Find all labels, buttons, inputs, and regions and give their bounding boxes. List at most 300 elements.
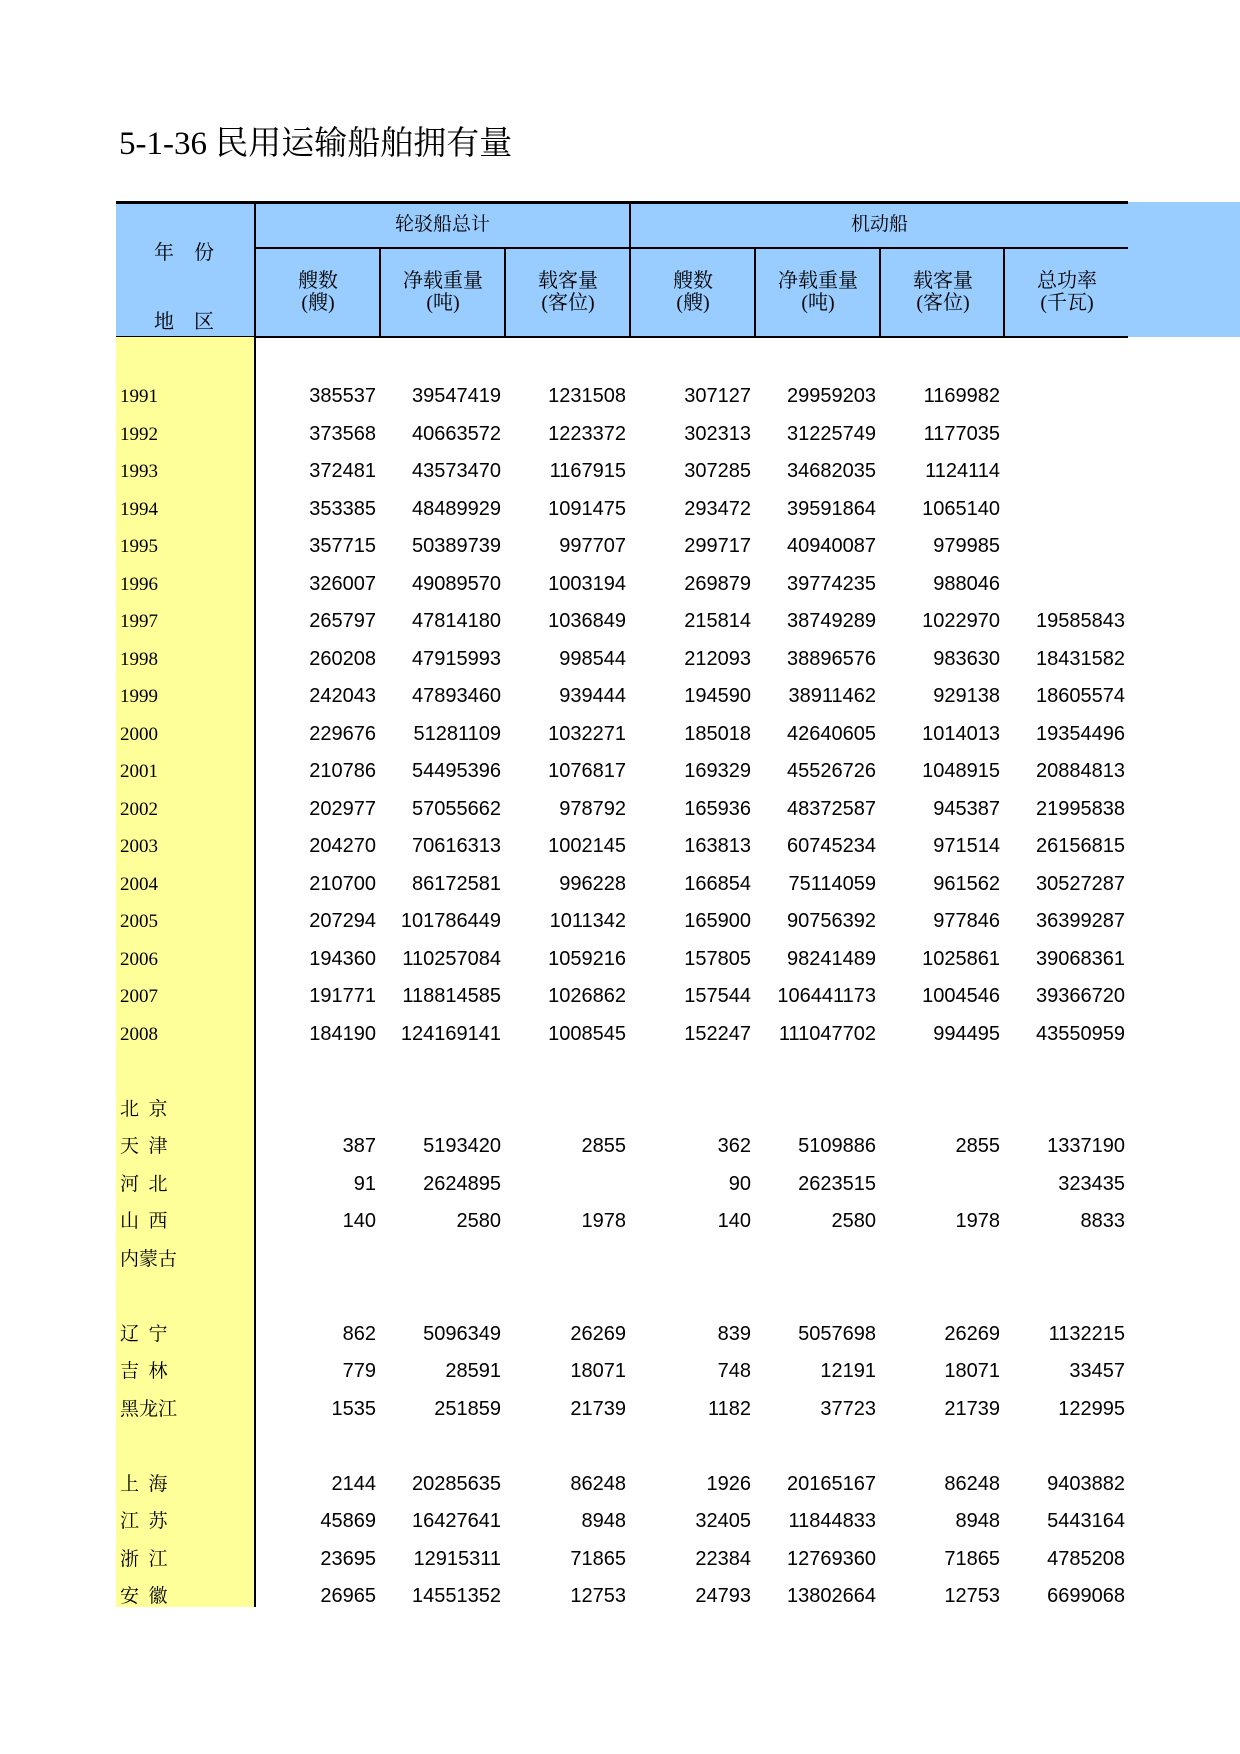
table-cell: 38896576 [787,647,876,670]
table-cell: 1182 [707,1397,751,1420]
table-cell: 1022970 [922,610,1000,632]
table-cell: 184190 [309,1022,376,1045]
table-cell: 1076817 [548,760,626,782]
table-cell: 32405 [695,1510,751,1532]
table-cell: 1011342 [549,910,626,932]
table-cell [381,1091,501,1128]
table-cell: 166854 [684,872,751,895]
table-cell [256,1053,376,1090]
table-cell: 54495396 [412,760,501,782]
table-cell: 977846 [933,910,1000,932]
table-cell: 229676 [309,722,376,745]
table-cell: 140 [717,1210,751,1232]
row-label: 1997 [120,611,158,632]
table-cell: 122995 [1058,1397,1125,1420]
table-cell [880,1091,1000,1128]
table-row [116,641,1128,678]
table-row [116,678,1128,715]
table-cell: 140 [342,1210,376,1232]
table-cell: 157544 [684,985,751,1007]
table-cell: 385537 [309,385,376,407]
row-label: 2003 [120,836,158,857]
table-cell [1005,1278,1125,1315]
table-row [116,791,1128,828]
table-cell: 357715 [309,535,376,557]
table-cell [381,1278,501,1315]
table-cell: 307127 [684,385,751,407]
table-cell: 2623515 [798,1172,876,1195]
table-cell: 988046 [933,572,1000,595]
row-label: 河 北 [120,1173,168,1195]
table-cell: 51281109 [413,722,501,745]
table-cell [880,1166,1000,1203]
table-row [116,1391,1128,1428]
table-cell: 22384 [695,1547,751,1570]
table-cell: 939444 [559,685,626,707]
table-cell: 12753 [570,1585,626,1607]
table-cell [381,1241,501,1278]
table-row [116,1203,1128,1240]
table-row [116,378,1128,415]
table-cell: 165936 [684,797,751,820]
table-cell [1005,1053,1125,1090]
table-cell: 207294 [309,910,376,932]
table-cell: 983630 [933,647,1000,670]
table-cell: 47814180 [412,610,501,632]
table-cell: 42640605 [787,722,876,745]
table-cell [756,1091,876,1128]
table-cell: 26269 [944,1322,1000,1345]
table-cell: 372481 [309,460,376,482]
table-cell [756,1241,876,1278]
table-cell: 8948 [955,1510,1000,1532]
table-cell: 326007 [309,572,376,595]
table-cell: 43550959 [1036,1022,1125,1045]
table-cell: 961562 [933,872,1000,895]
table-row [116,1053,1128,1090]
table-cell: 2855 [581,1135,626,1157]
table-cell [506,1166,626,1203]
table-cell: 1048915 [922,760,1000,782]
table-cell [1005,1091,1125,1128]
table-cell: 1008545 [548,1022,626,1045]
table-cell: 202977 [309,797,376,820]
row-label: 江 苏 [120,1511,168,1532]
table-cell: 4785208 [1047,1547,1125,1570]
table-cell: 373568 [309,422,376,445]
table-cell [756,1278,876,1315]
table-row [116,828,1128,865]
row-label: 黑龙江 [120,1398,178,1420]
table-cell: 40940087 [787,535,876,557]
row-label: 2005 [120,911,158,932]
table-cell: 862 [342,1322,376,1345]
table-row [116,1503,1128,1540]
row-label: 2006 [120,948,158,970]
table-row [116,1128,1128,1165]
table-cell: 12915311 [413,1547,501,1570]
table-cell: 1032271 [548,722,626,745]
table-cell: 29959203 [787,385,876,407]
table-cell: 20884813 [1036,760,1125,782]
table-cell: 1124114 [925,460,1000,482]
row-label: 北 京 [120,1098,168,1120]
table-cell: 152247 [684,1022,751,1045]
table-cell: 169329 [684,760,751,782]
table-cell: 39366720 [1036,985,1125,1007]
table-row [116,1091,1128,1128]
table-row [116,1278,1128,1315]
table-cell: 26156815 [1036,835,1125,857]
table-row [116,941,1128,978]
table-cell: 997707 [559,535,626,557]
header-bottom-rule [116,336,1128,338]
table-cell [381,1053,501,1090]
table-cell: 2855 [955,1135,1000,1157]
table-cell: 1337190 [1047,1135,1125,1157]
table-cell: 19354496 [1036,722,1125,745]
table-cell: 71865 [570,1547,626,1570]
group-label-total: 轮驳船总计 [394,214,490,235]
table-cell: 996228 [559,872,626,895]
table-cell: 994495 [933,1022,1000,1045]
table-cell [1005,528,1125,565]
table-cell: 265797 [309,610,376,632]
table-cell [1005,453,1125,490]
row-label: 浙 江 [120,1548,168,1570]
table-cell [381,1428,501,1465]
table-cell: 929138 [933,685,1000,707]
table-row [116,416,1128,453]
table-cell: 212093 [684,647,751,670]
table-cell: 2580 [831,1210,876,1232]
table-row [116,528,1128,565]
table-cell: 215814 [684,610,751,632]
table-row [116,491,1128,528]
row-label: 安 徽 [120,1586,168,1607]
table-cell: 1926 [706,1472,751,1495]
table-cell: 1004546 [922,985,1000,1007]
table-cell [256,1278,376,1315]
table-row [116,1241,1128,1278]
table-cell: 307285 [684,460,751,482]
table-cell: 26269 [570,1322,626,1345]
table-cell: 5443164 [1047,1510,1125,1532]
row-label: 1992 [120,423,158,445]
table-cell: 12769360 [787,1547,876,1570]
table-cell: 1167915 [549,460,626,482]
table-row [116,1166,1128,1203]
table-cell: 8833 [1080,1210,1125,1232]
row-label: 1993 [120,461,158,482]
table-cell: 60745234 [787,835,876,857]
page-title: 5-1-36 民用运输船舶拥有量 [119,126,513,162]
table-row [116,753,1128,790]
table-cell: 1177035 [923,422,1000,445]
table-cell: 1036849 [548,610,626,632]
table-cell: 2580 [456,1210,501,1232]
row-label: 2002 [120,798,158,820]
group-label-motor: 机动船 [850,214,908,235]
table-cell: 91 [353,1172,376,1195]
table-cell: 19585843 [1036,610,1125,632]
table-cell [506,1241,626,1278]
table-cell: 5057698 [798,1322,876,1345]
table-row [116,1016,1128,1053]
table-cell: 157805 [684,947,751,970]
table-cell: 39547419 [412,385,501,407]
table-cell: 18605574 [1036,685,1125,707]
table-cell: 1231508 [548,385,626,407]
row-label: 天 津 [120,1136,168,1157]
table-cell: 50389739 [412,535,501,557]
row-label: 1995 [120,536,158,557]
table-cell: 28591 [445,1360,501,1382]
table-cell: 31225749 [787,422,876,445]
column-header: 总功率 (千瓦) [1037,270,1097,314]
table-cell: 1065140 [922,497,1000,520]
table-cell: 299717 [684,535,751,557]
table-cell: 86172581 [412,872,501,895]
table-cell: 185018 [684,722,751,745]
table-cell: 2624895 [423,1172,501,1195]
table-cell: 86248 [944,1472,1000,1495]
table-cell [1005,491,1125,528]
table-cell: 14551352 [412,1585,501,1607]
table-cell: 36399287 [1036,910,1125,932]
table-cell [506,1053,626,1090]
table-cell: 90756392 [787,910,876,932]
table-cell: 2144 [331,1472,376,1495]
column-header: 艘数 (艘) [298,270,338,314]
row-label: 1999 [120,686,158,707]
table-cell: 86248 [570,1472,626,1495]
table-cell: 194590 [684,685,751,707]
table-cell: 6699068 [1047,1585,1125,1607]
table-cell: 1535 [331,1397,376,1420]
table-cell: 210700 [309,872,376,895]
table-row [116,903,1128,940]
table-cell: 12191 [820,1360,876,1382]
table-cell: 24793 [695,1585,751,1607]
table-cell: 9403882 [1047,1472,1125,1495]
corner-label-region: 地区 [154,311,234,333]
row-label: 1991 [120,386,158,407]
table-cell: 21995838 [1036,797,1125,820]
table-cell: 779 [342,1360,376,1382]
row-label: 1998 [120,648,158,670]
table-cell: 11844833 [788,1510,876,1532]
table-cell [880,1278,1000,1315]
table-cell: 163813 [684,835,751,857]
table-cell: 70616313 [412,835,501,857]
table-cell: 49089570 [412,572,501,595]
table-cell: 45869 [320,1510,376,1532]
table-row [116,716,1128,753]
table-cell [756,1053,876,1090]
table-cell: 269879 [684,572,751,595]
table-cell: 1132215 [1048,1322,1125,1345]
table-cell [631,1278,751,1315]
table-cell: 1978 [581,1210,626,1232]
table-cell: 5096349 [423,1322,501,1345]
table-cell [880,1053,1000,1090]
table-cell: 387 [342,1135,376,1157]
table-cell [1005,566,1125,603]
table-cell: 1091475 [548,497,626,520]
table-cell [256,1428,376,1465]
table-cell: 18071 [944,1360,1000,1382]
table-row [116,1428,1128,1465]
table-row [116,978,1128,1015]
table-cell: 839 [717,1322,751,1345]
row-label: 内蒙古 [120,1248,178,1270]
table-row [116,1541,1128,1578]
table-cell: 20285635 [412,1472,501,1495]
row-label: 辽 宁 [120,1323,168,1345]
table-cell: 260208 [309,647,376,670]
row-label: 2007 [120,986,158,1007]
row-label: 2000 [120,723,158,745]
table-row [116,603,1128,640]
table-cell: 1223372 [548,422,626,445]
table-cell: 18431582 [1036,647,1125,670]
row-label: 1994 [120,498,158,520]
table-row [116,1316,1128,1353]
table-cell: 111047702 [778,1022,876,1045]
corner-label-year: 年份 [154,242,234,264]
table-cell: 16427641 [412,1510,501,1532]
column-header: 净载重量 (吨) [403,270,483,314]
table-cell: 302313 [684,422,751,445]
table-cell: 1002145 [548,835,626,857]
row-label: 2001 [120,761,158,782]
table-cell: 1014013 [922,722,1000,745]
table-cell: 101786449 [400,910,501,932]
table-cell [506,1428,626,1465]
column-header: 净载重量 (吨) [778,270,858,314]
table-cell [756,1428,876,1465]
table-cell: 38911462 [788,685,876,707]
table-cell: 48489929 [412,497,501,520]
table-cell: 47915993 [412,647,501,670]
table-cell: 124169141 [400,1022,501,1045]
table-row [116,866,1128,903]
table-cell: 945387 [933,797,1000,820]
table-cell: 23695 [320,1547,376,1570]
table-cell: 37723 [820,1397,876,1420]
table-cell: 1978 [955,1210,1000,1232]
table-cell: 106441173 [777,985,876,1007]
table-cell: 1025861 [922,947,1000,970]
table-cell [1005,378,1125,415]
table-cell [1005,1241,1125,1278]
table-cell: 57055662 [412,797,501,820]
table-cell: 353385 [309,497,376,520]
table-cell: 30527287 [1036,872,1125,895]
table-cell: 204270 [309,835,376,857]
table-cell: 34682035 [787,460,876,482]
table-cell: 194360 [309,947,376,970]
table-cell: 210786 [309,760,376,782]
table-cell: 251859 [434,1397,501,1420]
table-cell: 21739 [570,1397,626,1420]
table-cell [256,1091,376,1128]
table-cell: 110257084 [402,947,501,970]
row-label: 山 西 [120,1211,168,1232]
table-cell [256,1241,376,1278]
table-row [116,453,1128,490]
table-cell: 1003194 [548,572,626,595]
table-cell [880,1428,1000,1465]
table-cell: 39774235 [787,572,876,595]
table-cell: 12753 [944,1585,1000,1607]
table-cell: 8948 [581,1510,626,1532]
table-cell [1005,1428,1125,1465]
table-cell: 5193420 [423,1135,501,1157]
table-cell: 971514 [933,835,1000,857]
table-cell: 1059216 [548,947,626,970]
table-cell: 1026862 [548,985,626,1007]
table-row [116,1353,1128,1390]
table-cell: 38749289 [787,610,876,632]
table-cell: 293472 [684,497,751,520]
row-label: 2004 [120,873,158,895]
table-cell: 362 [717,1135,751,1157]
table-cell: 165900 [684,910,751,932]
table-cell: 39068361 [1036,947,1125,970]
table-cell: 98241489 [787,947,876,970]
table-cell: 21739 [944,1397,1000,1420]
table-cell [506,1091,626,1128]
table-cell [506,1278,626,1315]
table-cell: 118814585 [402,985,501,1007]
table-cell: 90 [728,1172,751,1195]
column-header: 载客量 (客位) [913,270,973,314]
table-cell [631,1241,751,1278]
table-cell [880,1241,1000,1278]
column-header: 载客量 (客位) [538,270,598,314]
table-cell: 26965 [320,1585,376,1607]
table-row [116,1466,1128,1503]
table-cell: 33457 [1069,1360,1125,1382]
table-row [116,566,1128,603]
table-cell: 45526726 [787,760,876,782]
table-cell: 39591864 [787,497,876,520]
table-cell: 47893460 [412,685,501,707]
table-cell: 1169982 [923,385,1000,407]
table-cell: 13802664 [787,1585,876,1607]
table-cell [631,1053,751,1090]
table-cell [631,1428,751,1465]
table-cell [631,1091,751,1128]
table-cell: 48372587 [787,797,876,820]
table-cell: 18071 [570,1360,626,1382]
row-label: 2008 [120,1023,158,1045]
table-cell: 979985 [933,535,1000,557]
table-cell: 323435 [1058,1172,1125,1195]
table-cell: 998544 [559,647,626,670]
row-label: 上 海 [120,1473,168,1495]
table-cell: 5109886 [798,1135,876,1157]
table-cell: 748 [717,1360,751,1382]
table-cell: 40663572 [412,422,501,445]
table-cell: 20165167 [787,1472,876,1495]
table-cell: 242043 [309,685,376,707]
table-cell [1005,416,1125,453]
row-label: 1996 [120,573,158,595]
row-label: 吉 林 [120,1361,168,1382]
